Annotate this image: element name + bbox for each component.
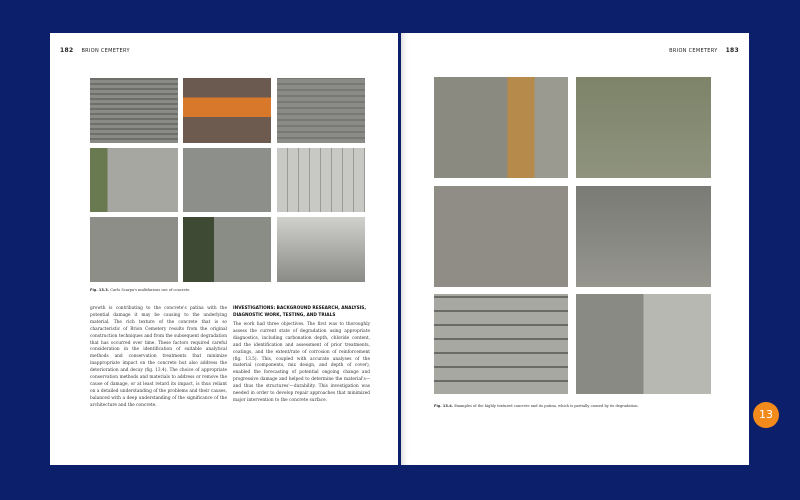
body-text: growth is contributing to the concrete's patina with the potential damage it may be causing to the underlying material. The rich texture of the concrete that is so characteristic of Brion Cemetery results from the original construction techniques and from the subsequent degradation that has occurred over time. These factors required careful consideration in the identification of suitable analytical methods and conservation treatments that minimize inappropriate impact on the concrete but also address the deterioration and decay (fig. 13.4). The choice of appropriate conservation methods and materials to address or remove the cause of damage, or at least retard its impact, is thus reliant on a detailed understanding of the problems and their causes, balanced with a deep understanding of the significance of the architecture and the concrete. — [90, 306, 227, 408]
concrete-photo — [576, 294, 711, 394]
concrete-photo — [183, 217, 271, 282]
figure-caption — [434, 404, 639, 408]
left-header — [60, 47, 130, 54]
concrete-photo — [277, 148, 365, 212]
section-heading: INVESTIGATIONS: BACKGROUND RESEARCH, ANALYSIS, DIAGNOSTIC WORK, TESTING, AND TRIALS — [233, 306, 367, 318]
concrete-photo — [277, 78, 365, 143]
concrete-photo — [90, 217, 178, 282]
caption-text: Carlo Scarpa's multifarious use of concrete. — [110, 288, 191, 292]
concrete-photo — [434, 77, 568, 178]
right-header — [669, 47, 739, 54]
figure-caption — [90, 288, 190, 292]
caption-label: Fig. 13.3. — [90, 288, 110, 292]
caption-text: Examples of the highly textured concrete and its patina, which is partially caused by its degradation. — [454, 404, 639, 408]
text-column — [233, 306, 370, 405]
caption-label: Fig. 13.4. — [434, 404, 454, 408]
concrete-photo — [576, 186, 711, 287]
concrete-photo — [576, 77, 711, 178]
concrete-photo — [277, 217, 365, 282]
body-text: The work had three objectives. The first was to thoroughly assess the current state of degradation using appropriate diagnostics, including carbonation depth, chloride content, and the identification and assessment of prior treatments, coatings, and the extent/rate of corrosion of reinforcement (fig. 13.5). This, coupled with accurate analyses of the material (components, mix design, and depth of cover), enabled the forecasting of potential ongoing change and progressive damage and helped to determine the material's—and thus the structures'—durability. This investigation was needed in order to develop repair approaches that minimized major intervention to the concrete surface. — [233, 322, 370, 403]
running-head: BRION CEMETERY — [669, 48, 718, 54]
right-page — [401, 33, 749, 465]
concrete-photo — [90, 148, 178, 212]
concrete-photo — [90, 78, 178, 143]
concrete-photo — [434, 294, 568, 394]
page-number: 183 — [725, 47, 739, 54]
left-page — [50, 33, 398, 465]
chapter-badge: 13 — [753, 402, 779, 428]
running-head: BRION CEMETERY — [81, 48, 130, 54]
concrete-photo — [434, 186, 568, 287]
concrete-photo — [183, 78, 271, 143]
page-number: 182 — [60, 47, 74, 54]
concrete-photo — [183, 148, 271, 212]
